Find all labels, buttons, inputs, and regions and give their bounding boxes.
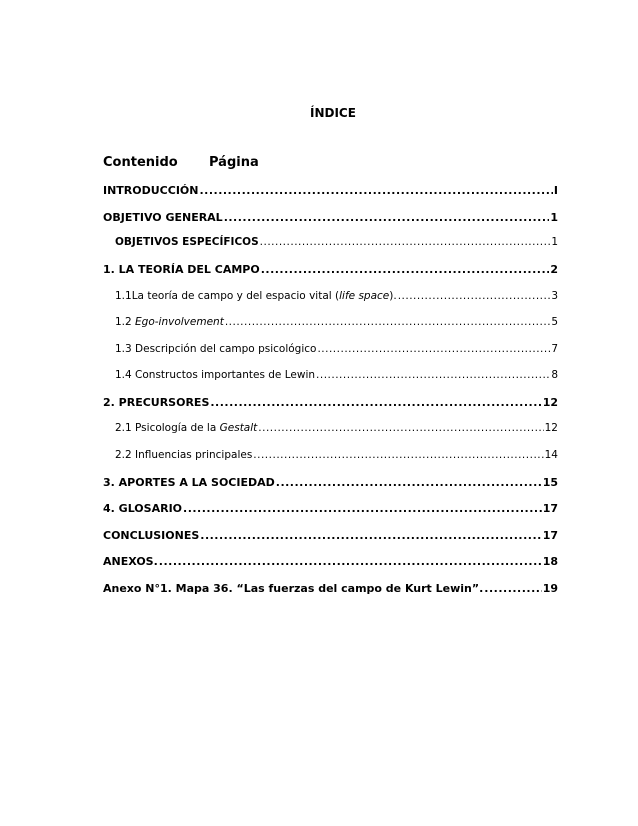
toc-entry-page: 3 xyxy=(551,290,558,302)
toc-entry-page: I xyxy=(553,184,558,197)
toc-entry-page: 1 xyxy=(550,211,558,224)
toc-entry-page: 5 xyxy=(551,316,558,328)
toc-entry-label: CONCLUSIONES xyxy=(103,529,200,542)
toc-entry-glosario[interactable] xyxy=(103,502,558,515)
toc-entry-page: 1 xyxy=(551,236,558,248)
toc-entry-label: ANEXOS. xyxy=(103,555,158,568)
toc-entry-page: 8 xyxy=(551,369,558,381)
dot-leader xyxy=(210,396,541,409)
dot-leader xyxy=(258,422,543,434)
toc-entry-label: La teoría de campo y del espacio vital (life space). xyxy=(131,290,397,302)
toc-entry-label: INTRODUCCIÓN xyxy=(103,184,199,197)
toc-entry-objetivo-general[interactable] xyxy=(103,211,558,224)
dot-leader xyxy=(261,263,550,276)
dot-leader xyxy=(316,369,550,381)
toc-entry-label: 1.4 Constructos importantes de Lewin xyxy=(115,369,316,381)
toc-entry-page: 17 xyxy=(542,502,558,515)
toc-entry-page: 2 xyxy=(550,263,558,276)
toc-entry-label: Anexo N°1. Mapa 36. “Las fuerzas del campo de Kurt Lewin”. xyxy=(103,582,484,595)
content-column-label: Contenido xyxy=(103,155,178,170)
toc-entry-page: 15 xyxy=(542,476,558,489)
dot-leader xyxy=(398,290,551,302)
toc-entry-label: 2.1 Psicología de la Gestalt xyxy=(115,422,258,434)
toc-entry-1-3[interactable] xyxy=(115,343,558,355)
toc-entry-page: 7 xyxy=(551,343,558,355)
dot-leader xyxy=(224,211,550,224)
toc-entry-page: 12 xyxy=(544,422,558,434)
dot-leader xyxy=(183,502,542,515)
toc-entry-label: 1.3 Descripción del campo psicológico xyxy=(115,343,317,355)
toc-entry-1-2[interactable] xyxy=(115,316,558,328)
toc-entry-page: 14 xyxy=(544,449,558,461)
toc-entry-page: 19 xyxy=(542,582,558,595)
dot-leader xyxy=(276,476,542,489)
toc-entry-2-2[interactable] xyxy=(115,449,558,461)
toc-entry-teoria-del-campo[interactable] xyxy=(103,263,558,276)
toc-entry-page: 18 xyxy=(542,555,558,568)
toc-entry-page: 17 xyxy=(542,529,558,542)
toc-entry-conclusiones[interactable] xyxy=(103,529,558,542)
toc-entry-label: 3. APORTES A LA SOCIEDAD xyxy=(103,476,275,489)
toc-entry-number: 1.1 xyxy=(115,290,132,302)
toc-entry-1-4[interactable] xyxy=(115,369,558,381)
toc-entry-label: 1. LA TEORÍA DEL CAMPO xyxy=(103,263,260,276)
toc-entry-anexos[interactable] xyxy=(103,555,558,568)
dot-leader xyxy=(159,555,542,568)
dot-leader xyxy=(317,343,550,355)
toc-entry-label: 2.2 Influencias principales xyxy=(115,449,253,461)
toc-entry-precursores[interactable] xyxy=(103,396,558,409)
toc-entry-2-1[interactable] xyxy=(115,422,558,434)
toc-entry-label: 2. PRECURSORES xyxy=(103,396,210,409)
toc-entry-anexo-1[interactable] xyxy=(103,582,558,595)
dot-leader xyxy=(484,582,541,595)
dot-leader xyxy=(199,184,552,197)
toc-entry-aportes[interactable] xyxy=(103,476,558,489)
toc-entry-label: OBJETIVO GENERAL xyxy=(103,211,223,224)
toc-entry-label: 1.2 Ego-involvement xyxy=(115,316,224,328)
toc-entry-objetivos-especificos[interactable] xyxy=(115,236,558,248)
dot-leader xyxy=(260,236,551,248)
toc-entry-label: OBJETIVOS ESPECÍFICOS xyxy=(115,236,259,248)
toc-entry-page: 12 xyxy=(542,396,558,409)
page-column-label: Página xyxy=(209,155,259,170)
toc-entry-label: 4. GLOSARIO xyxy=(103,502,183,515)
dot-leader xyxy=(253,449,543,461)
dot-leader xyxy=(200,529,541,542)
page-title: ÍNDICE xyxy=(310,106,356,120)
toc-entry-introduccion[interactable] xyxy=(103,184,558,197)
dot-leader xyxy=(225,316,550,328)
toc-entry-1-1[interactable] xyxy=(115,290,558,302)
